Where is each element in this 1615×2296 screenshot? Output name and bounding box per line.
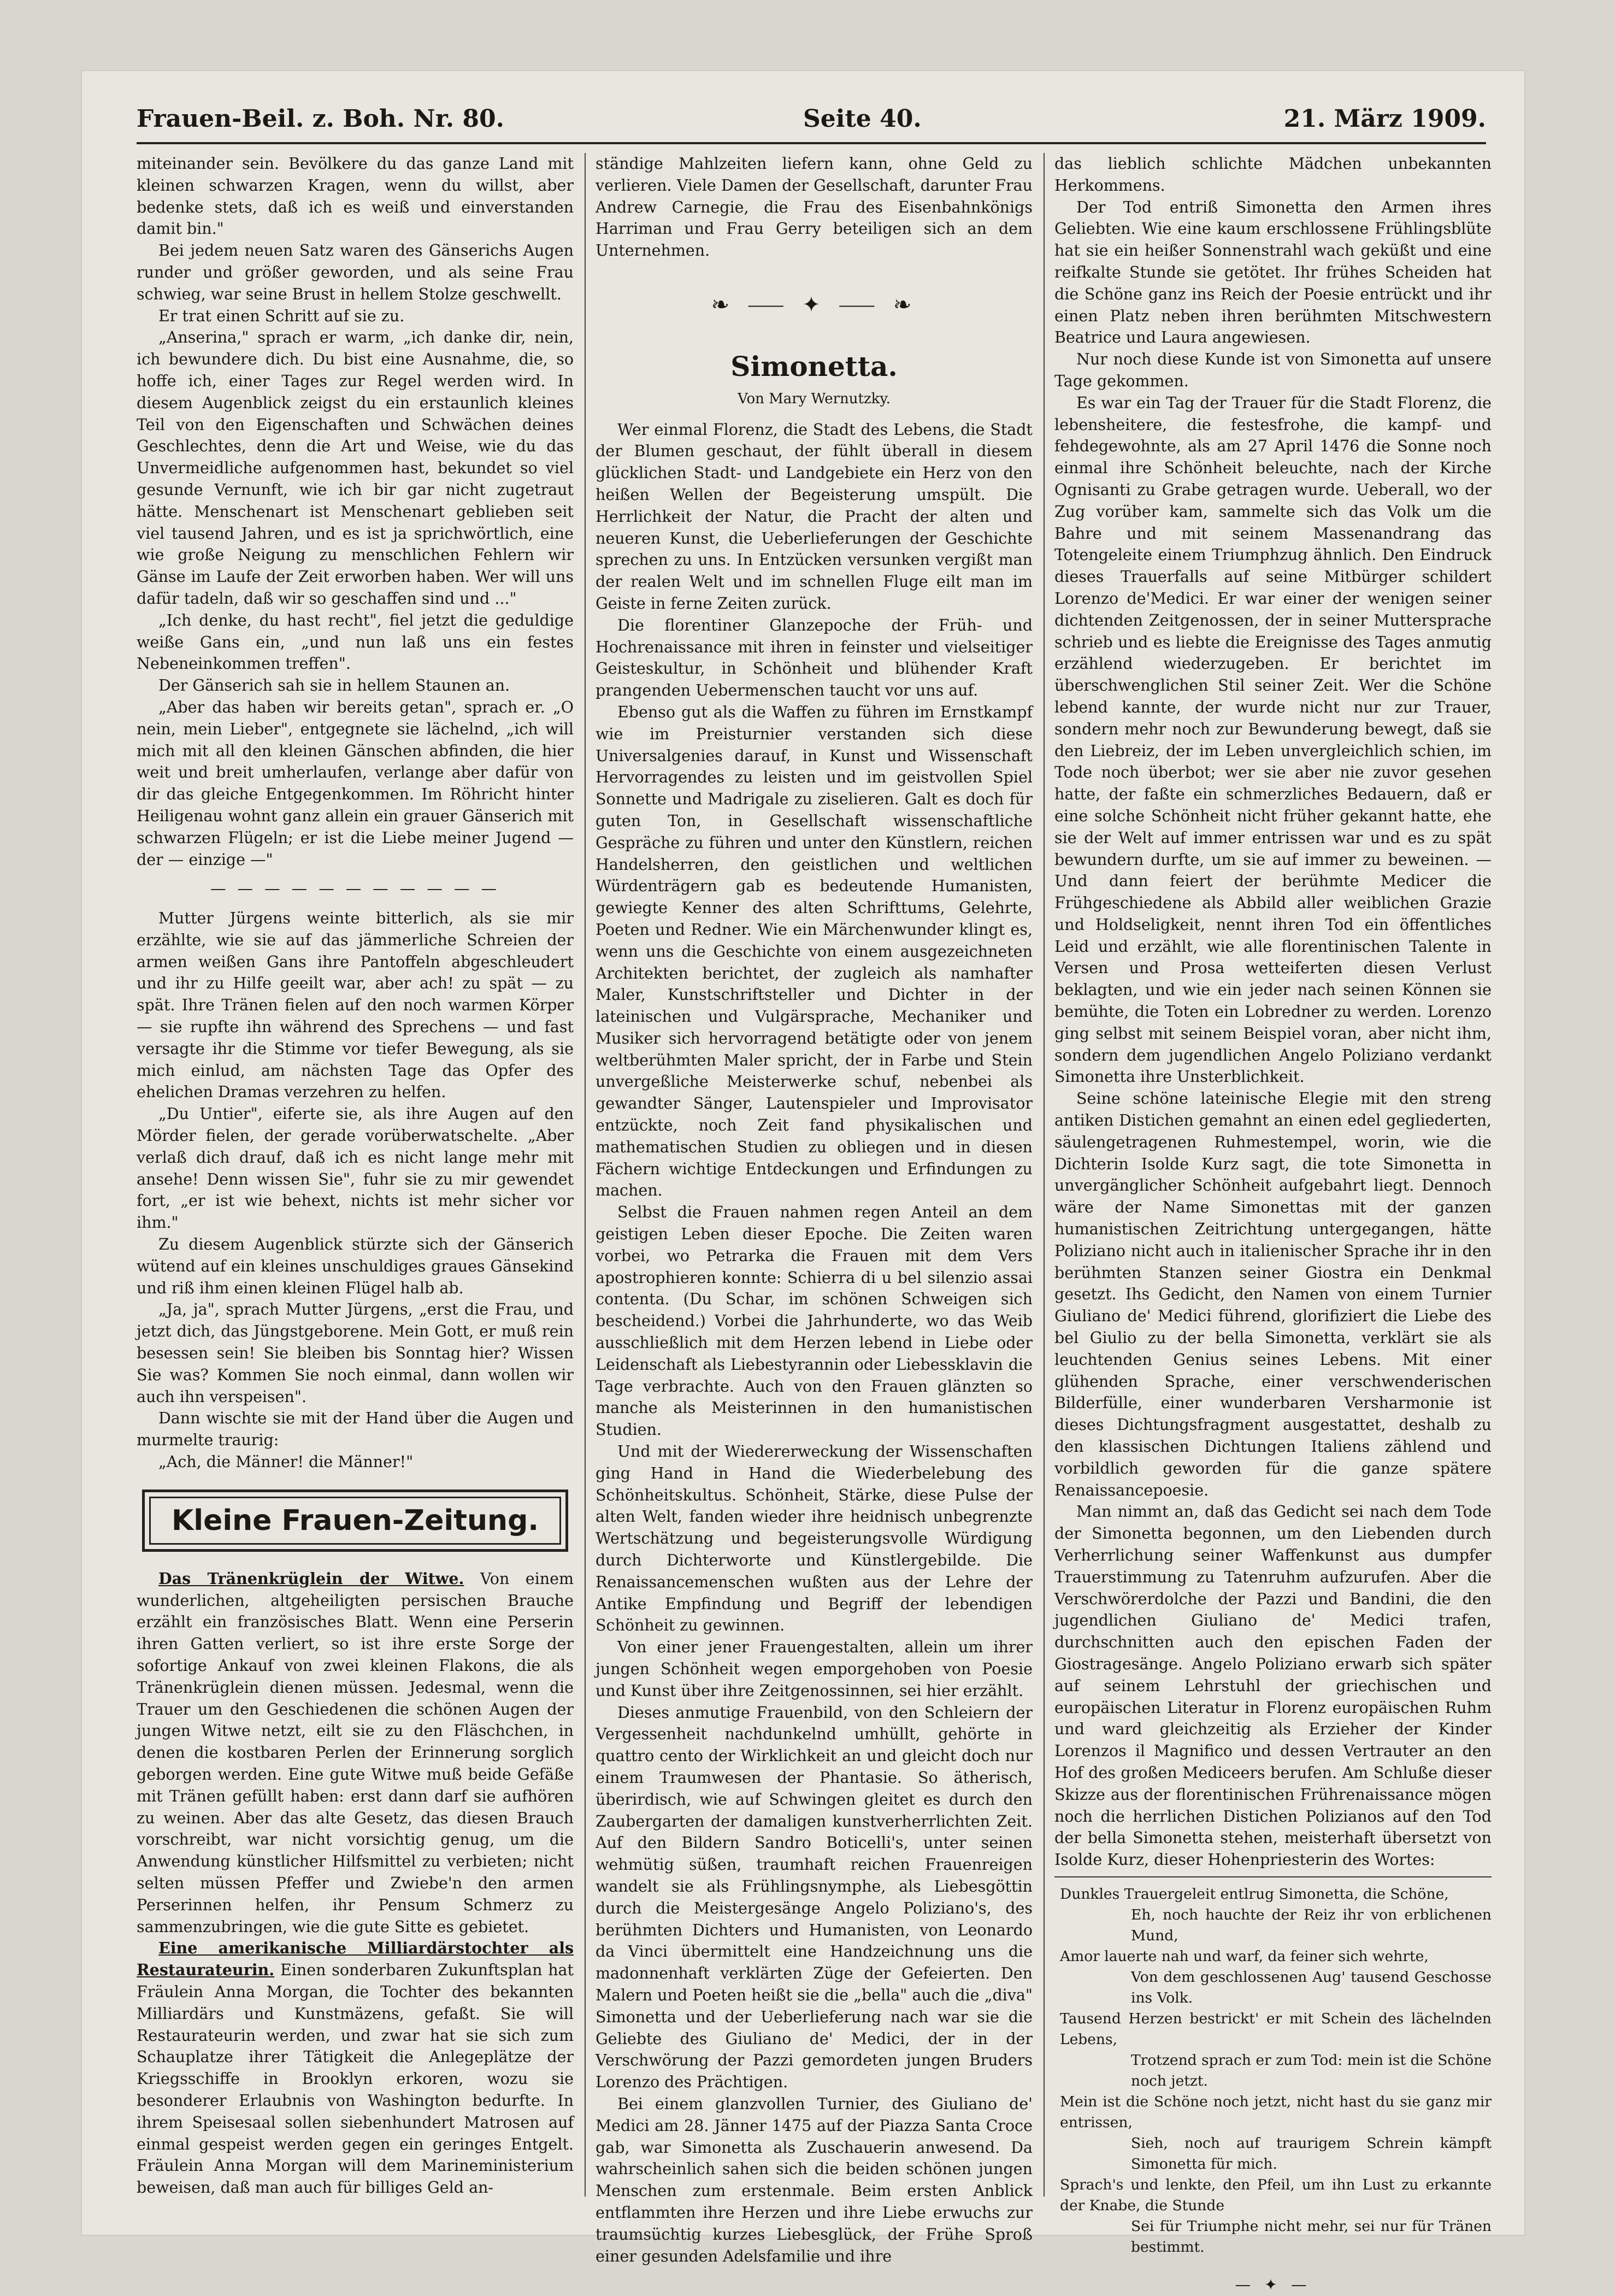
- paragraph: Der Gänserich sah sie in hellem Staunen an.: [158, 676, 510, 695]
- column-3: [1054, 153, 1492, 2296]
- column-rule-2: [1044, 153, 1045, 2197]
- paragraph: Der Tod entriß Simonetta den Armen ihres Geliebten. Wie eine kaum erschlossene Frühlingsblüte hat sie ein heißer Sonnenstrahl wach geküßt und eine reifkalte Stunde sie getötet. Ihr frühes Scheiden hat die Schöne ganz ins Reich der Poesie entrückt und ihr einen Platz neben ihren berühmten Mitschwestern Beatrice und Laura angewiesen.: [1054, 198, 1492, 347]
- poem-line: Sprach's und lenkte, den Pfeil, um ihn Lust zu erkannte der Knabe, die Stunde: [1060, 2176, 1492, 2214]
- poem: [1054, 1876, 1492, 2258]
- paragraph: Dann wischte sie mit der Hand über die Augen und murmelte traurig:: [137, 1409, 574, 1450]
- paragraph: ständige Mahlzeiten liefern kann, ohne Geld zu verlieren. Viele Damen der Gesellschaft, darunter Frau Andrew Carnegie, die Frau des Eisenbahnkönigs Harriman und Frau Gerry beteiligen sich an dem Unternehmen.: [596, 155, 1033, 260]
- paragraph: „Ich denke, du hast recht", fiel jetzt die geduldige weiße Gans ein, „und nun laß uns ein festes Nebeneinkommen treffen".: [137, 611, 574, 673]
- paragraph: Bei einem glanzvollen Turnier, des Giuliano de' Medici am 28. Jänner 1475 auf der Piazza Santa Croce gab, war Simonetta als Zuschauerin anwesend. Da wahrscheinlich sahen sich die beiden schönen jungen Menschen zum erstenmale. Beim ersten Anblick entflammten ihre Herzen und ihre Liebe erwuchs zur traumsüchtig kurzes Liebesglück, der Frühe Sproß einer gesunden Adelsfamilie und ihre: [596, 2094, 1033, 2265]
- paragraph: „Aber das haben wir bereits getan", sprach er. „O nein, mein Lieber", entgegnete sie lächelnd, „ich will mich mit all den kleinen Gänschen abfinden, die hier weit und breit umherlaufen, verlange aber dafür von dir das gleiche Entgegenkommen. Im Röhricht hinter Heiligenau wohnt ganz allein ein grauer Gänserich mit schwarzen Flügeln; er ist die Liebe meiner Jugend — der — einzige —": [137, 698, 574, 869]
- news-item-title: Das Tränenkrüglein der Witwe.: [158, 1569, 464, 1588]
- newspaper-page: [82, 71, 1524, 2294]
- paragraph: Man nimmt an, daß das Gedicht sei nach dem Tode der Simonetta begonnen, um den Liebenden durch Verherrlichung seiner Waffenkunst aus dumpfer Trauerstimmung zu Tatenruhm aufzurufen. Aber die Verschwörerdolche der Pazzi und Bandini, die den jugendlichen Giuliano de' Medici trafen, durchschnitten auch den epischen Faden der Giostragesänge. Angelo Poliziano erwarb sich später auf seinem Lehrstuhl der griechischen und europäischen Literatur in Florenz europäischen Ruhm und ward gleichzeitig als Erzieher der Kinder Lorenzos il Magnifico und dessen Vertrauter an den Hof des großen Mediceers berufen. Am Schluße dieser Skizze aus der florentinischen Frührenaissance mögen noch die herrlichen Distichen Polizianos auf den Tod der bella Simonetta stehen, meisterhaft übersetzt von Isolde Kurz, dieser Hohenpriesterin des Wortes:: [1054, 1503, 1492, 1869]
- paragraph: Bei jedem neuen Satz waren des Gänserichs Augen runder und größer geworden, und als seine Frau schwieg, war seine Brust in hellem Stolze geschwellt.: [137, 242, 574, 303]
- paragraph: Mutter Jürgens weinte bitterlich, als sie mir erzählte, wie sie auf das jämmerliche Schreien der armen weißen Gans ihre Pantoffeln abgeschleudert und ihr zu Hilfe geeilt war, aber ach! zu spät — zu spät. Ihre Tränen fielen auf den noch warmen Körper — sie rupfte ihn während des Sprechens — und fast versagte ihr die Stimme vor tiefer Bewegung, als sie mich einlud, am nächsten Tage das Opfer des ehelichen Dramas verzehren zu helfen.: [137, 909, 574, 1102]
- poem-line: Sei für Triumphe nicht mehr, sei nur für Tränen bestimmt.: [1131, 2217, 1492, 2256]
- header-date: 21. März 1909.: [1283, 105, 1486, 133]
- poem-line: Sieh, noch auf traurigem Schrein kämpft Simonetta für mich.: [1131, 2134, 1492, 2173]
- poem-line: Tausend Herzen bestrickt' er mit Schein des lächelnden Lebens,: [1060, 2010, 1492, 2048]
- ornament-divider: ❧ ⸺ ✦ ⸺ ❧: [711, 292, 917, 317]
- paragraph: Dieses anmutige Frauenbild, von den Schleiern der Vergessenheit nachdunkelnd umhüllt, gehörte in quattro cento der Wirklichkeit an und gleicht doch nur einem Traumwesen der Phantasie. So ätherisch, überirdisch, wie auf Schwingen gleitet es durch den Zaubergarten der damaligen kunstverherrlichten Zeit. Auf den Bildern Sandro Boticelli's, unter seinen wehmütig süßen, traumhaft reichen Frauenreigen wandelt sie als Frühlingsnymphe, als Liebesgöttin durch die Meistergesänge Angelo Poliziano's, des berühmten Dichters und Humanisten, von Leonardo da Vinci übermittelt eine Handzeichnung uns die madonnenhaft verklärten Züge der Gefeierten. Den Malern und Poeten heißt sie die „bella" auch die „diva" Simonetta und der Ueberlieferung nach war sie die Geliebte des Giuliano de' Medici, der in der Verschwörung der Pazzi gemordeten jungen Bruders Lorenzo des Prächtigen.: [596, 1703, 1033, 2092]
- news-item-text: Einen sonderbaren Zukunftsplan hat Fräulein Anna Morgan, die Tochter des bekannten Milliardärs und Kunstmäzens, gefaßt. Sie will Restaurateurin werden, und zwar hat sie sich zum Schauplatze ihrer Tätigkeit die Anlegeplätze der Kriegsschiffe in Brooklyn erkoren, wozu sie besonderer Erlaubnis von Washington bedurfte. In ihrem Speisesaal sollen siebenhundert Matrosen auf einmal gespeist werden gegen ein geringes Entgelt. Fräulein Anna Morgan will dem Marineministerium beweisen, daß man auch für billiges Geld an-: [137, 1961, 574, 2197]
- paragraph: Die florentiner Glanzepoche der Früh- und Hochrenaissance mit ihren in feinster und vielseitiger Geisteskultur, in Schönheit und blühender Kraft prangenden Uebermenschen taucht vor uns auf.: [596, 616, 1033, 700]
- dash-separator: — — — — — — — — — — —: [210, 880, 500, 898]
- paragraph: Wer einmal Florenz, die Stadt des Lebens, die Stadt der Blumen geschaut, der fühlt überall in diesem glücklichen Stadt- und Landgebiete ein Herz von den heißen Wellen der Begeisterung umspült. Die Herrlichkeit der Natur, die Pracht der alten und neueren Kunst, die Ueberlieferungen der Geschichte sprechen zu uns. In Entzücken versunken vergißt man der realen Welt und im schnellen Fluge eilt man im Geiste in ferne Zeiten zurück.: [596, 420, 1033, 613]
- paragraph: Zu diesem Augenblick stürzte sich der Gänserich wütend auf ein kleines unschuldiges graues Gänsekind und riß ihm einen kleinen Flügel halb ab.: [137, 1235, 574, 1297]
- column-rule-1: [585, 153, 586, 2197]
- story-title: Simonetta.: [730, 350, 898, 382]
- page-header: [137, 98, 1486, 144]
- news-item-text: Von einem wunderlichen, altgeheiligten persischen Brauche erzählt ein französisches Blatt. Wenn eine Perserin ihren Gatten verliert, so ist ihre erste Sorge der sofortige Ankauf von zwei kleinen Flakons, die als Tränenkrüglein dienen müssen. Jedesmal, wenn die Trauer um den Geschiedenen die schönen Augen der jungen Witwe netzt, eilt sie zu den Fläschchen, in denen die kostbaren Perlen der Erinnerung sorglich geborgen werden. Eine gute Witwe muß beide Gefäße mit Tränen gefüllt haben: erst dann darf sie aufhören zu weinen. Aber das alte Gesetz, das diesen Brauch vorschreibt, war nicht vorsichtig genug, um die Anwendung künstlicher Hilfsmittel zu verbieten; nicht selten müssen Pfeffer und Zwiebe'n den armen Perserinnen helfen, ihr Pensum Schmerz zu sammenzubringen, wie die gute Sitte es gebietet.: [137, 1569, 574, 1936]
- news-item: [137, 1568, 574, 1938]
- paragraph: miteinander sein. Bevölkere du das ganze Land mit kleinen schwarzen Kragen, wenn du willst, aber bedenke stets, daß ich es weiß und einverstanden damit bin.": [137, 155, 574, 238]
- end-ornament: — ✦ —: [1235, 2275, 1311, 2294]
- paragraph: „Ach, die Männer! die Männer!": [158, 1453, 414, 1471]
- paragraph: Nur noch diese Kunde ist von Simonetta auf unsere Tage gekommen.: [1054, 350, 1492, 390]
- paragraph: Es war ein Tag der Trauer für die Stadt Florenz, die lebensheitere, die festesfrohe, die kampf- und fehdegewohnte, als am 27 April 1476 die Sonne noch einmal ihre Schönheit beleuchte, nach der Kirche Ognisanti zu Grabe getragen wurde. Ueberall, wo der Zug vorüber kam, sammelte sich das Volk um die Bahre und mit seinem Massenandrang das Totengeleite einem Triumphzug ähnlich. Den Eindruck dieses Trauerfalls auf seine Mitbürger schildert Lorenzo de'Medici. Er war einer der wenigen seiner dichtenden Zeitgenossen, der in seiner Muttersprache schrieb und es liebte die Ereignisse des Tages anmutig erzählend wiederzugeben. Er berichtet im überschwenglichen Stil seiner Zeit. Wer die Schöne lebend kannte, der wurde nicht nur zur Trauer, sondern mehr noch zur Bewunderung bewegt, daß sie den Liebreiz, der im Leben unvergleichlich schien, im Tode noch überbot; wer sie aber nie zuvor gesehen hatte, der faßte ein schmerzliches Bedauern, daß er eine solche Schönheit nicht früher gekannt hatte, ehe sie der Welt auf immer entrissen war und es zu spät bewundern durfte, um sie auf immer zu beweinen. — Und dann feiert der berühmte Medicer die Frühgeschiedene als Abbild aller weiblichen Grazie und Holdseligkeit, nennt ihren Tod ein öffentliches Leid und erzählt, wie alle florentinischen Talente in Versen und Prosa wetteiferten diesen Verlust beklagten, und wie ein jeder nach seinen Können sie bemühte, die Toten ein Lobredner zu werden. Lorenzo ging selbst mit seinem Beispiel voran, aber nicht ihm, sondern dem jugendlichen Angelo Poliziano verdankt Simonetta ihre Unsterblichkeit.: [1054, 393, 1492, 1086]
- paragraph: Er trat einen Schritt auf sie zu.: [158, 307, 405, 325]
- news-item-title: Eine amerikanische Milliardärstochter als Restaurateurin.: [137, 1939, 574, 1980]
- section-title-box: Kleine Frauen-Zeitung.: [142, 1490, 568, 1552]
- paragraph: Und mit der Wiedererweckung der Wissenschaften ging Hand in Hand die Wiederbelebung des Schönheitskultus. Schönheit, Stärke, diese Pulse der alten Welt, fanden wieder ihre heidnisch unbegrenzte Wertschätzung und begeisterungsvolle Würdigung durch Dichterworte und Künstlergebilde. Die Renaissancemenschen wußten aus der Lehre der Antike Empfindung und Begriff der lebendigen Schönheit zu gewinnen.: [596, 1443, 1033, 1635]
- paragraph: Seine schöne lateinische Elegie mit den streng antiken Distichen gemahnt an einen edel gegliederten, säulengetragenen Ruhmestempel, worin, wie die Dichterin Isolde Kurz sagt, die tote Simonetta in unvergänglicher Schönheit aufgebahrt liegt. Dennoch wäre der Name Simonettas mit der ganzen humanistischen Zeitrichtung untergegangen, hätte Poliziano nicht auch in italienischer Sprache ihr in den berühmten Stanzen seiner Giostra ein Denkmal gesetzt. Ihs Gedicht, den Namen von einem Turnier Giuliano de' Medici führend, glorifiziert die Liebe des bel Giulio zu der bella Simonetta, verklärt sie als leuchtenden Genius seines Lebens. Mit einer glühenden Sprache, einer verschwenderischen Bilderfülle, einer wunderbaren Versharmonie ist dieses Dichtungsfragment ausgestattet, deshalb zu den klassischen Dichtungen Italiens zählend und vorbildlich geworden für die ganze spätere Renaissancepoesie.: [1054, 1090, 1492, 1499]
- poem-line: Dunkles Trauergeleit entlrug Simonetta, die Schöne,: [1060, 1885, 1449, 1903]
- paragraph: „Anserina," sprach er warm, „ich danke dir, nein, ich bewundere dich. Du bist eine Ausnahme, die, so hoffe ich, einer Tages zur Regel werden wird. In diesem Augenblick zeigst du ein erstaunlich kleines Teil von den Eigenschaften und Schwächen deines Geschlechtes, denn die Art und Weise, wie du das Unvermeidliche aufgenommen hast, bekundet so viel gesunde Vernunft, wie ich bir gar nicht zugetraut hätte. Menschenart ist Menschenart geblieben seit viel tausend Jahren, und es ist ja sprichwörtlich, eine wie große Neigung zu menschlichen Fehlern wir Gänse im Laufe der Zeit erworben haben. Wer will uns dafür tadeln, daß wir so geschaffen sind und ...": [137, 328, 574, 608]
- poem-line: Von dem geschlossenen Aug' tausend Geschosse ins Volk.: [1131, 1968, 1492, 2006]
- paragraph: „Du Untier", eiferte sie, als ihre Augen auf den Mörder fielen, der gerade vorüberwatschelte. „Aber verlaß dich drauf, daß ich es nicht lange mehr mit ansehe! Denn wissen Sie", fuhr sie zu mir gewendet fort, „er ist wie behext, nichts ist mehr sicher vor ihm.": [137, 1105, 574, 1232]
- news-item: [137, 1938, 574, 2199]
- paragraph: „Ja, ja", sprach Mutter Jürgens, „erst die Frau, und jetzt dich, das Jüngstgeborene. Mein Gott, er muß rein besessen sein! Sie bleiben bis Sonntag hier? Wissen Sie was? Kommen Sie noch einmal, dann wollen wir auch ihn verspeisen".: [137, 1300, 574, 1406]
- paragraph: Ebenso gut als die Waffen zu führen im Ernstkampf wie im Preisturnier verstanden sich diese Universalgenies darauf, in Kunst und Wissenschaft Hervorragendes zu leisten und im geistvollen Spiel Sonnette und Madrigale zu ziselieren. Galt es doch für guten Ton, in Gesellschaft wissenschaftliche Gespräche zu führen und unter den Künstlern, reichen Handelsherren, den geistlichen und weltlichen Würdenträgern gab es bedeutende Humanisten, gewiegte Kenner des alten Schrifttums, Gelehrte, Poeten und Redner. Wie ein Märchenwunder klingt es, wenn uns die Geschichte von einem ausgezeichneten Architekten berichtet, der zugleich als namhafter Maler, Kunstschriftsteller und Dichter in der lateinischen und Vulgärsprache, Mechaniker und Musiker sich hervorragend betätigte oder von jenem weltberühmten Maler spricht, der in Farbe und Stein unvergeßliche Meisterwerke schuf, nebenbei als gewandter Sänger, Lautenspieler und Improvisator entzückte, noch Zeit fand physikalischen und mathematischen Studien zu obliegen und in diesen Fächern wichtige Entdeckungen und Erfindungen zu machen.: [596, 703, 1033, 1200]
- paragraph: Selbst die Frauen nahmen regen Anteil an dem geistigen Leben dieser Epoche. Die Zeiten waren vorbei, wo Petrarka die Frauen mit dem Vers apostrophieren konnte: Schierra di u bel silenzio assai contenta. (Du Schar, im schönen Schweigen sich bescheidend.) Vorbei die Jahrhunderte, wo das Weib ausschließlich mit dem Herzen lebend in Liebe oder Leidenschaft als Liebestyrannin oder Liebessklavin die Tage verbrachte. Auch von den Frauen glänzten so manche als Meisterinnen in den humanistischen Studien.: [596, 1203, 1033, 1439]
- column-1: [137, 153, 574, 2199]
- header-page-number: Seite 40.: [803, 105, 922, 133]
- paragraph: Von einer jener Frauengestalten, allein um ihrer jungen Schönheit wegen emporgehoben von Poesie und Kunst über ihre Zeitgenossinnen, sei hier erzählt.: [596, 1638, 1033, 1700]
- poem-line: Mein ist die Schöne noch jetzt, nicht hast du sie ganz mir entrissen,: [1060, 2093, 1492, 2131]
- story-byline: Von Mary Wernutzky.: [738, 390, 891, 407]
- paragraph: das lieblich schlichte Mädchen unbekannten Herkommens.: [1054, 155, 1492, 195]
- poem-line: Eh, noch hauchte der Reiz ihr von erblichenen Mund,: [1131, 1906, 1492, 1944]
- poem-line: Trotzend sprach er zum Tod: mein ist die Schöne noch jetzt.: [1131, 2051, 1492, 2089]
- poem-line: Amor lauerte nah und warf, da feiner sich wehrte,: [1060, 1947, 1429, 1965]
- header-publication: Frauen-Beil. z. Boh. Nr. 80.: [137, 105, 504, 133]
- column-2: [596, 153, 1033, 2267]
